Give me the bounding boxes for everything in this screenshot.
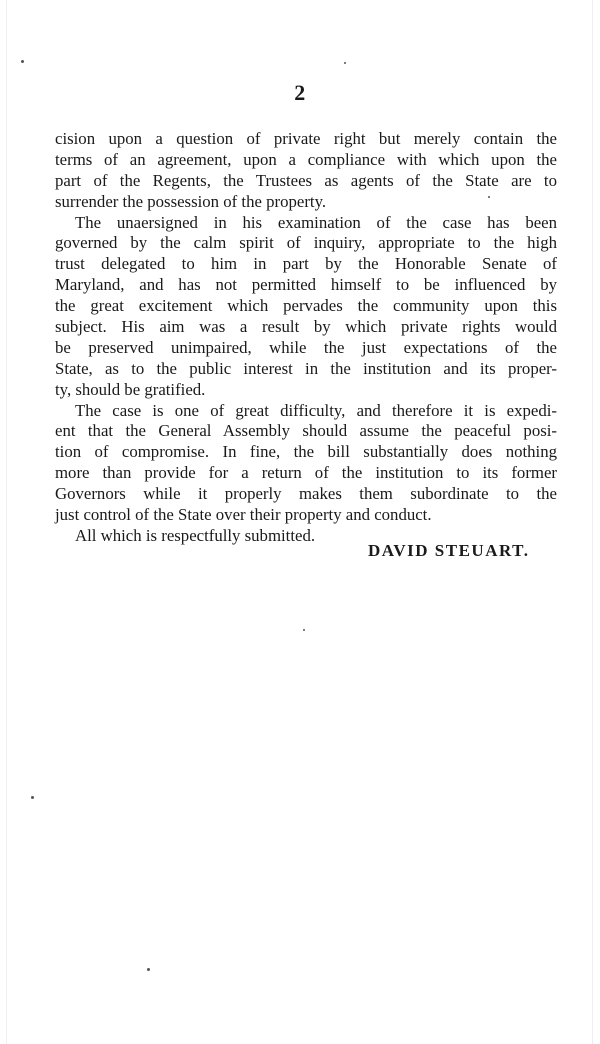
body-text [55, 129, 557, 547]
scan-speck [31, 796, 34, 799]
scan-speck [147, 968, 150, 971]
text-line: cision upon a question of private right but merely contain the [55, 129, 557, 148]
text-line: ty, should be gratified. [55, 379, 206, 399]
text-line: just control of the State over their property and conduct. [55, 505, 432, 525]
text-line: terms of an agreement, upon a compliance with which upon the [55, 149, 557, 169]
text-line: Governors while it properly makes them subordinate to the [55, 484, 557, 504]
text-line: All which is respectfully submitted. [75, 525, 316, 545]
text-line: tion of compromise. In fine, the bill substantially does nothing [55, 442, 557, 462]
text-line: Maryland, and has not permitted himself to be influenced by [55, 275, 557, 295]
text-line: State, as to the public interest in the institution and its proper- [55, 358, 557, 378]
text-line: governed by the calm spirit of inquiry, appropriate to the high [55, 233, 557, 253]
text-line: more than provide for a return of the institution to its former [55, 463, 557, 483]
text-line: trust delegated to him in part by the Honorable Senate of [55, 254, 557, 274]
text-line: the great excitement which pervades the community upon this [55, 296, 557, 316]
scan-speck [303, 629, 305, 631]
text-line: subject. His aim was a result by which private rights would [55, 317, 557, 337]
text-line: The unaersigned in his examination of the case has been [75, 212, 557, 232]
scan-speck [21, 60, 24, 63]
text-line: The case is one of great difficulty, and therefore it is expedi- [75, 400, 557, 420]
signature: DAVID STEUART. [368, 541, 530, 560]
text-line: surrender the possession of the property. [55, 191, 327, 211]
page-edge-right [592, 0, 593, 1044]
text-line: be preserved unimpaired, while the just expectations of the [55, 337, 557, 357]
scan-speck [344, 62, 346, 64]
page-number: 2 [294, 80, 306, 105]
scan-speck [488, 196, 490, 198]
text-line: part of the Regents, the Trustees as agents of the State are to [55, 170, 557, 190]
text-line: ent that the General Assembly should assume the peaceful posi- [55, 421, 557, 441]
page-edge-left [6, 0, 7, 1044]
